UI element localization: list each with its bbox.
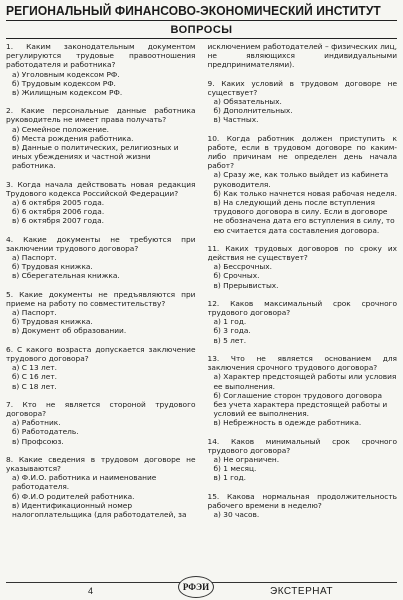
answer-option: в) Жилищным кодексом РФ. <box>12 88 123 98</box>
question-text: 14. Каков минимальный срок срочного трудового договора? <box>207 436 397 455</box>
question-block <box>6 180 196 226</box>
question-text: 2. Какие персональные данные работника руководитель не имеет права получать? <box>6 106 196 125</box>
page-number: 4 <box>88 586 94 596</box>
question-text: 6. С какого возраста допускается заключение трудового договора? <box>6 344 196 363</box>
footer-brand: ЭКСТЕРНАТ <box>270 586 333 597</box>
answer-option: б) Дополнительных. <box>213 106 293 116</box>
answer-option: в) Прерывистых. <box>213 280 279 290</box>
question-continuation: исключением работодателей – физических лиц, не являющихся индивидуальными предпринимателями). <box>207 42 397 70</box>
header-rule <box>6 20 397 21</box>
question-text: 12. Каков максимальный срок срочного трудового договора? <box>207 298 397 318</box>
answer-option: б) 1 месяц. <box>213 464 257 474</box>
answer-option: а) Семейное положение. <box>12 124 109 134</box>
answer-option: а) Обязательных. <box>213 97 282 107</box>
question-text: 4. Какие документы не требуются при заключении трудового договора? <box>6 234 196 253</box>
question-text: 3. Когда начала действовать новая редакция Трудового кодекса Российской Федерации? <box>6 179 196 198</box>
answer-option: в) Частных. <box>213 115 259 125</box>
question-block <box>208 437 398 483</box>
question-text: 7. Кто не является стороной трудового договора? <box>6 399 196 418</box>
answer-option: а) 6 октября 2005 года. <box>12 198 105 208</box>
question-text: 5. Какие документы не предъявляются при приеме на работу по совместительству? <box>6 289 196 308</box>
answer-option: а) Бессрочных. <box>213 262 272 272</box>
answer-option: а) 30 часов. <box>213 509 260 519</box>
questions-area <box>6 42 397 574</box>
question-block <box>6 455 196 519</box>
answer-option: а) С 13 лет. <box>12 363 57 373</box>
question-text: 1. Каким законодательным документом регулируются трудовые правоотношения работодателя и работника? <box>6 42 196 70</box>
question-block <box>6 290 196 336</box>
question-block <box>208 244 398 290</box>
answer-option: а) Ф.И.О. работника и наименование работодателя. <box>12 473 157 492</box>
answer-option: а) Не ограничен. <box>213 454 280 464</box>
answer-option: а) Уголовным кодексом РФ. <box>12 69 120 79</box>
answer-option: а) Паспорт. <box>12 253 57 263</box>
answer-option: а) 1 год. <box>213 317 247 327</box>
question-block <box>208 134 398 235</box>
answer-option: б) Трудовая книжка. <box>12 317 93 327</box>
answer-option: б) Места рождения работника. <box>12 133 134 143</box>
section-rule <box>6 38 397 39</box>
question-block <box>208 79 398 125</box>
question-block <box>208 492 398 520</box>
answer-option: а) Работник. <box>12 418 61 428</box>
answer-option: в) Данные о политических, религиозных и иных убеждениях и частной жизни работника. <box>12 143 179 171</box>
answer-option: в) С 18 лет. <box>12 381 57 391</box>
answer-option: б) 3 года. <box>213 326 251 336</box>
question-block <box>208 42 398 70</box>
answer-option: в) На следующий день после вступления трудового договора в силу. Если в договоре не обозначена дата его вступления в силу, то ею считается дата составления договора. <box>213 198 395 235</box>
question-block <box>208 299 398 345</box>
question-block <box>6 235 196 281</box>
question-block <box>6 42 196 97</box>
institute-title: РЕГИОНАЛЬНЫЙ ФИНАНСОВО-ЭКОНОМИЧЕСКИЙ ИНСТИТУТ <box>6 4 381 18</box>
answer-option: в) Профсоюз. <box>12 436 64 446</box>
question-block <box>6 400 196 446</box>
answer-option: б) Работодатель. <box>12 427 79 437</box>
answer-option: б) Соглашение сторон трудового договора без учета характера предстоящей работы и условий ее выполнения. <box>213 390 388 419</box>
answer-option: в) 6 октября 2007 года. <box>12 216 104 226</box>
answer-option: в) Идентификационный номер налогоплательщика (для работодателей, за <box>12 500 187 519</box>
right-column <box>208 42 398 574</box>
page-header <box>6 4 397 39</box>
answer-option: б) Ф.И.О родителей работника. <box>12 491 135 501</box>
answer-option: б) Срочных. <box>213 271 260 281</box>
question-text: 13. Что не является основанием для заключения срочного трудового договора? <box>207 353 397 373</box>
answer-option: а) Паспорт. <box>12 308 57 318</box>
question-block <box>6 106 196 170</box>
answer-option: а) Сразу же, как только выйдет из кабинета руководителя. <box>213 170 389 189</box>
answer-option: в) Документ об образовании. <box>12 326 127 336</box>
section-title: ВОПРОСЫ <box>170 24 233 36</box>
answer-option: в) Небрежность в одежде работника. <box>213 418 362 428</box>
answer-option: в) Сберегательная книжка. <box>12 271 120 281</box>
answer-option: б) 6 октября 2006 года. <box>12 207 105 217</box>
question-text: 10. Когда работник должен приступить к работе, если в трудовом договоре по каким-либо причинам не определен день начала работ? <box>207 133 397 171</box>
question-text: 11. Каких трудовых договоров по сроку их действия не существует? <box>207 243 397 263</box>
page-footer <box>0 576 403 600</box>
answer-option: б) Трудовая книжка. <box>12 262 93 272</box>
answer-option: б) Как только начнется новая рабочая неделя. <box>213 188 397 198</box>
answer-option: в) 1 год. <box>213 473 247 483</box>
answer-option: а) Характер предстоящей работы или условия ее выполнения. <box>213 372 397 391</box>
question-text: 8. Какие сведения в трудовом договоре не указываются? <box>6 454 196 473</box>
left-column <box>6 42 196 574</box>
question-block <box>208 354 398 428</box>
answer-option: б) С 16 лет. <box>12 372 57 382</box>
question-block <box>6 345 196 391</box>
question-text: 9. Каких условий в трудовом договоре не существует? <box>207 78 397 97</box>
answer-option: б) Трудовым кодексом РФ. <box>12 78 116 88</box>
answer-option: в) 5 лет. <box>213 335 247 345</box>
question-text: 15. Какова нормальная продолжительность рабочего времени в неделю? <box>207 491 397 510</box>
institute-logo: РФЭИ <box>178 576 214 598</box>
